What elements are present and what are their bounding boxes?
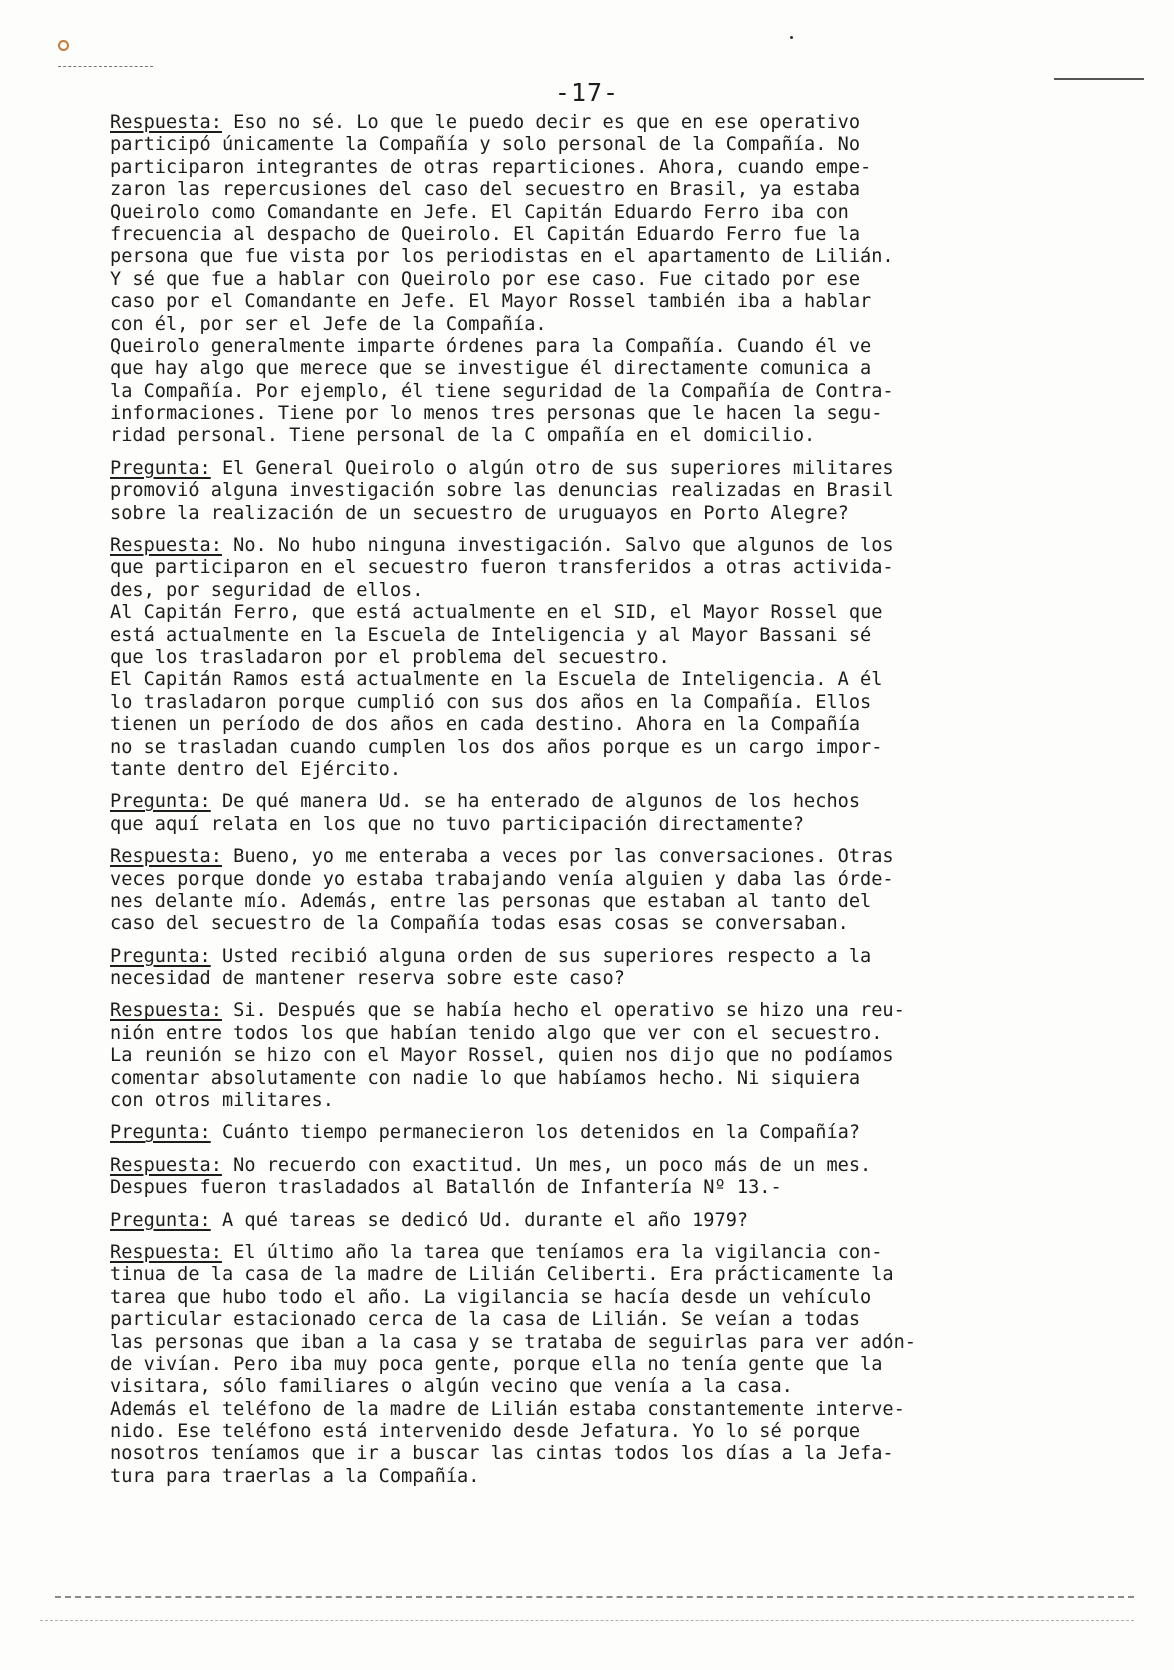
line-text: No. No hubo ninguna investigación. Salvo que algunos de los	[221, 535, 894, 557]
text-line: caso por el Comandante en Jefe. El Mayor Rossel también iba a hablar	[110, 291, 872, 313]
text-line: nosotros teníamos que ir a buscar las cintas todos los días a la Jefa-	[110, 1443, 894, 1465]
text-line: caso del secuestro de la Compañía todas esas cosas se conversaban.	[110, 913, 849, 935]
text-line	[110, 1242, 1110, 1264]
speaker-label: Respuesta:	[110, 1241, 222, 1263]
text-line: La reunión se hizo con el Mayor Rossel, quien nos dijo que no podíamos	[110, 1045, 894, 1067]
text-line: de vivían. Pero iba muy poca gente, porque ella no tenía gente que la	[110, 1353, 883, 1375]
text-line: frecuencia al despacho de Queirolo. El Capitán Eduardo Ferro fue la	[110, 223, 861, 245]
text-line: Y sé que fue a hablar con Queirolo por ese caso. Fue citado por ese	[110, 268, 861, 290]
text-line: tante dentro del Ejército.	[110, 758, 402, 780]
speaker-label: Respuesta:	[110, 112, 222, 133]
speaker-label: Pregunta:	[110, 945, 211, 967]
text-line: con otros militares.	[110, 1090, 334, 1112]
scan-artifact-line	[55, 1596, 1134, 1598]
text-line: participó únicamente la Compañía y solo personal de la Compañía. No	[110, 134, 861, 156]
text-line: particular estacionado cerca de la casa de Lilián. Se veían a todas	[110, 1309, 861, 1331]
line-text: Cuánto tiempo permanecieron los detenidos en la Compañía?	[210, 1122, 861, 1144]
text-line: ridad personal. Tiene personal de la C ompañía en el domicilio.	[110, 425, 816, 447]
speaker-label: Pregunta:	[110, 1122, 211, 1144]
text-line: promovió alguna investigación sobre las denuncias realizadas en Brasil	[110, 480, 894, 502]
text-line	[110, 791, 1110, 813]
scan-artifact-line	[40, 1620, 1134, 1621]
text-line: comentar absolutamente con nadie lo que habíamos hecho. Ni siquiera	[110, 1067, 861, 1089]
text-line: persona que fue vista por los periodistas en el apartamento de Lilián.	[110, 246, 894, 268]
text-line: está actualmente en la Escuela de Inteligencia y al Mayor Bassani sé	[110, 624, 872, 646]
line-text: Eso no sé. Lo que le puedo decir es que en ese operativo	[221, 112, 861, 133]
text-line: que los trasladaron por el problema del secuestro.	[110, 646, 670, 668]
question-block	[110, 1210, 1110, 1232]
text-line	[110, 1000, 1110, 1022]
speaker-label: Pregunta:	[110, 457, 211, 479]
text-line: las personas que iban a la casa y se trataba de seguirlas para ver adón-	[110, 1331, 916, 1353]
scan-artifact-line	[58, 66, 153, 67]
question-block	[110, 458, 1110, 525]
text-line: que hay algo que merece que se investigue él directamente comunica a	[110, 358, 872, 380]
text-line	[110, 1155, 1110, 1177]
text-line: que participaron en el secuestro fueron transferidos a otras activida-	[110, 557, 894, 579]
text-line: la Compañía. Por ejemplo, él tiene seguridad de la Compañía de Contra-	[110, 380, 894, 402]
text-line: informaciones. Tiene por lo menos tres personas que le hacen la segu-	[110, 403, 883, 425]
text-line: zaron las repercusiones del caso del secuestro en Brasil, ya estaba	[110, 179, 861, 201]
text-line: des, por seguridad de ellos.	[110, 579, 424, 601]
text-line: sobre la realización de un secuestro de uruguayos en Porto Alegre?	[110, 502, 849, 524]
question-block	[110, 946, 1110, 991]
scan-mark	[58, 40, 69, 51]
speaker-label: Pregunta:	[110, 791, 211, 813]
scan-artifact-dot	[790, 36, 793, 39]
text-line: nido. Ese teléfono está intervenido desde Jefatura. Yo lo sé porque	[110, 1421, 861, 1443]
text-line: Queirolo generalmente imparte órdenes para la Compañía. Cuando él ve	[110, 335, 872, 357]
text-line: tarea que hubo todo el año. La vigilancia se hacía desde un vehículo	[110, 1286, 872, 1308]
text-line: Además el teléfono de la madre de Lilián estaba constantemente interve-	[110, 1398, 905, 1420]
line-text: Bueno, yo me enteraba a veces por las conversaciones. Otras	[221, 846, 894, 868]
text-line	[110, 846, 1110, 868]
text-line	[110, 1210, 1110, 1232]
text-line: tura para traerlas a la Compañía.	[110, 1465, 480, 1487]
text-line: veces porque donde yo estaba trabajando venía alguien y daba las órde-	[110, 868, 894, 890]
text-line	[110, 1122, 1110, 1144]
question-block	[110, 1122, 1110, 1144]
text-line	[110, 112, 1110, 134]
text-line	[110, 946, 1110, 968]
speaker-label: Respuesta:	[110, 1154, 222, 1176]
answer-block	[110, 1000, 1110, 1112]
text-line: que aquí relata en los que no tuvo participación directamente?	[110, 813, 805, 835]
line-text: Si. Después que se había hecho el operativo se hizo una reu-	[221, 1000, 905, 1022]
text-line: participaron integrantes de otras reparticiones. Ahora, cuando empe-	[110, 156, 872, 178]
line-text: El General Queirolo o algún otro de sus superiores militares	[210, 457, 894, 479]
answer-block	[110, 112, 1110, 448]
text-line: tinua de la casa de la madre de Lilián Celiberti. Era prácticamente la	[110, 1264, 894, 1286]
answer-block	[110, 1155, 1110, 1200]
answer-block	[110, 535, 1110, 781]
text-line: nión entre todos los que habían tenido algo que ver con el secuestro.	[110, 1022, 883, 1044]
text-line: con él, por ser el Jefe de la Compañía.	[110, 313, 547, 335]
answer-block	[110, 846, 1110, 936]
text-line: Queirolo como Comandante en Jefe. El Capitán Eduardo Ferro iba con	[110, 201, 849, 223]
text-line: El Capitán Ramos está actualmente en la Escuela de Inteligencia. A él	[110, 669, 883, 691]
text-line: Al Capitán Ferro, que está actualmente en el SID, el Mayor Rossel que	[110, 602, 883, 624]
text-line: lo trasladaron porque cumplió con sus dos años en la Compañía. Ellos	[110, 691, 872, 713]
text-line: necesidad de mantener reserva sobre este caso?	[110, 968, 625, 990]
text-line	[110, 458, 1110, 480]
line-text: El último año la tarea que teníamos era la vigilancia con-	[221, 1241, 883, 1263]
text-line: no se trasladan cuando cumplen los dos años porque es un cargo impor-	[110, 736, 883, 758]
speaker-label: Pregunta:	[110, 1209, 211, 1231]
text-line: tienen un período de dos años en cada destino. Ahora en la Compañía	[110, 714, 861, 736]
text-line	[110, 535, 1110, 557]
transcript-body	[110, 112, 1110, 1498]
page-number: -17-	[554, 78, 620, 107]
text-line: Despues fueron trasladados al Batallón de Infantería Nº 13.-	[110, 1177, 782, 1199]
speaker-label: Respuesta:	[110, 846, 222, 868]
question-block	[110, 791, 1110, 836]
line-text: Usted recibió alguna orden de sus superiores respecto a la	[210, 945, 872, 967]
speaker-label: Respuesta:	[110, 535, 222, 557]
line-text: A qué tareas se dedicó Ud. durante el año 1979?	[210, 1209, 749, 1231]
answer-block	[110, 1242, 1110, 1488]
text-line: visitara, sólo familiares o algún vecino que venía a la casa.	[110, 1376, 793, 1398]
line-text: De qué manera Ud. se ha enterado de algunos de los hechos	[210, 791, 861, 813]
text-line: nes delante mío. Además, entre las personas que estaban al tanto del	[110, 890, 872, 912]
speaker-label: Respuesta:	[110, 1000, 222, 1022]
line-text: No recuerdo con exactitud. Un mes, un poco más de un mes.	[221, 1154, 872, 1176]
